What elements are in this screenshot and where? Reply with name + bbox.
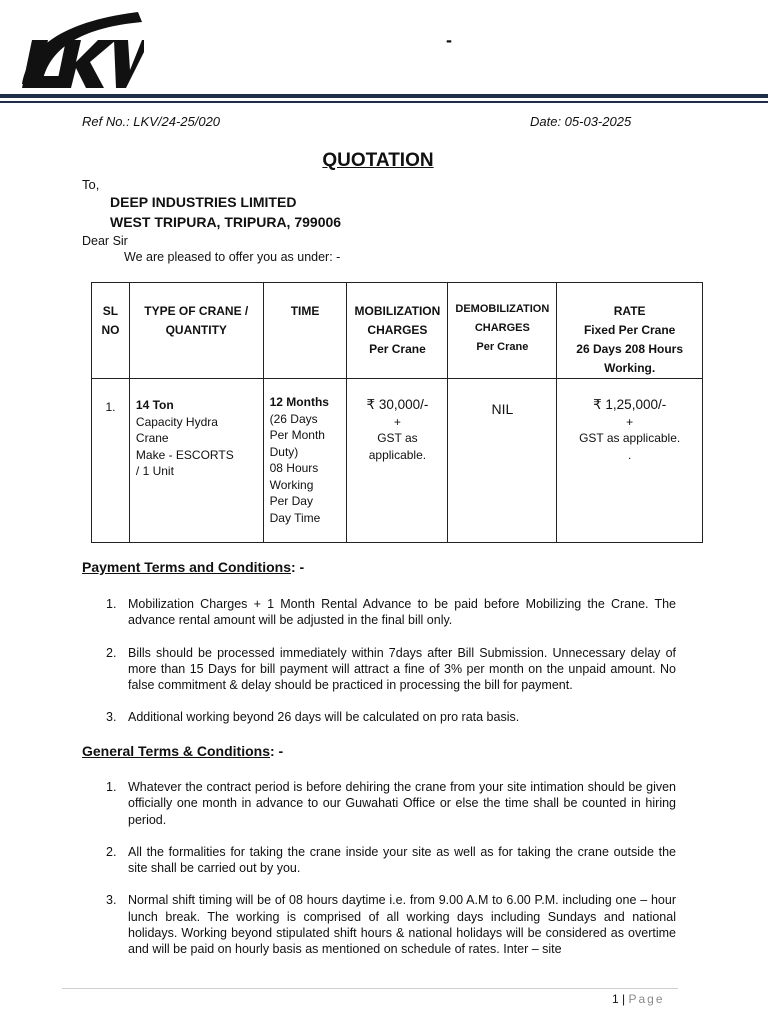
page-label: Page <box>628 992 665 1006</box>
header-dash: - <box>446 30 452 50</box>
header-mobilization: MOBILIZATION CHARGES Per Crane <box>347 283 448 379</box>
general-terms-list <box>82 779 676 958</box>
header-time: TIME <box>263 283 347 379</box>
header-demobilization: DEMOBILIZATION CHARGES Per Crane <box>448 283 557 379</box>
cell-time: 12 Months (26 Days Per Month Duty) 08 Hours Working Per Day Day Time <box>263 379 347 543</box>
recipient-address: WEST TRIPURA, TRIPURA, 799006 <box>110 214 342 230</box>
cell-sl: 1. <box>92 379 130 543</box>
list-item: 3. Normal shift timing will be of 08 hours daytime i.e. from 9.00 A.M to 6.00 P.M. including one – hour lunch break. The working is comprised of all working days including Sundays and national holidays. Working beyond stipulated shift hours & national holidays will be considered as overtime and will be paid on hourly basis as mentioned on schedule of rates. Inter – site <box>106 893 676 957</box>
cell-demobilization: NIL <box>448 379 557 543</box>
header-rule-thin <box>0 101 768 103</box>
cell-crane-type: 14 Ton Capacity Hydra Crane Make - ESCORTS / 1 Unit <box>129 379 263 543</box>
general-terms-heading: General Terms & Conditions: - <box>82 743 284 759</box>
table-header-row <box>92 283 703 379</box>
footer-rule <box>62 988 678 989</box>
list-item: 2. Bills should be processed immediately within 7days after Bill Submission. Unnecessary delay of more than 15 Days for bill payment will attract a fine of 3% per month on the unpaid amount. No false commitment & delay should be practiced in processing the bill for payment. <box>106 645 676 693</box>
page-title: QUOTATION <box>322 150 434 171</box>
page-number: 1 <box>612 992 619 1006</box>
quotation-date: Date: 05-03-2025 <box>530 114 632 129</box>
reference-number: Ref No.: LKV/24-25/020 <box>82 114 221 129</box>
cell-rate: ₹ 1,25,000/- + GST as applicable. . <box>557 379 703 543</box>
cell-mobilization: ₹ 30,000/- + GST as applicable. <box>347 379 448 543</box>
recipient-company: DEEP INDUSTRIES LIMITED <box>110 194 297 210</box>
intro-text: We are pleased to offer you as under: - <box>124 250 341 264</box>
header-type: TYPE OF CRANE / QUANTITY <box>129 283 263 379</box>
header-rule-thick <box>0 94 768 98</box>
list-item: 1. Whatever the contract period is before dehiring the crane from your site intimation should be given officially one month in advance to our Guwahati Office or else the time shall be counted in hiring period. <box>106 780 676 827</box>
header-sl: SL NO <box>92 283 130 379</box>
salutation: Dear Sir <box>82 234 128 248</box>
header-rate: RATE Fixed Per Crane 26 Days 208 Hours Working. <box>557 283 703 379</box>
table-row <box>92 379 703 543</box>
company-logo <box>18 10 144 92</box>
list-item: 1. Mobilization Charges + 1 Month Rental Advance to be paid before Mobilizing the Crane. The advance rental amount will be adjusted in the final bill only. <box>106 597 676 628</box>
payment-terms-heading: Payment Terms and Conditions: - <box>82 559 305 575</box>
list-item: 2. All the formalities for taking the crane inside your site as well as for taking the crane outside the site shall be carried out by you. <box>106 844 676 876</box>
quotation-table <box>91 282 703 543</box>
payment-terms-list <box>82 596 676 726</box>
page-footer: 1 | Page <box>612 992 665 1006</box>
list-item: 3. Additional working beyond 26 days will be calculated on pro rata basis. <box>106 710 520 725</box>
recipient-to: To, <box>82 177 100 192</box>
